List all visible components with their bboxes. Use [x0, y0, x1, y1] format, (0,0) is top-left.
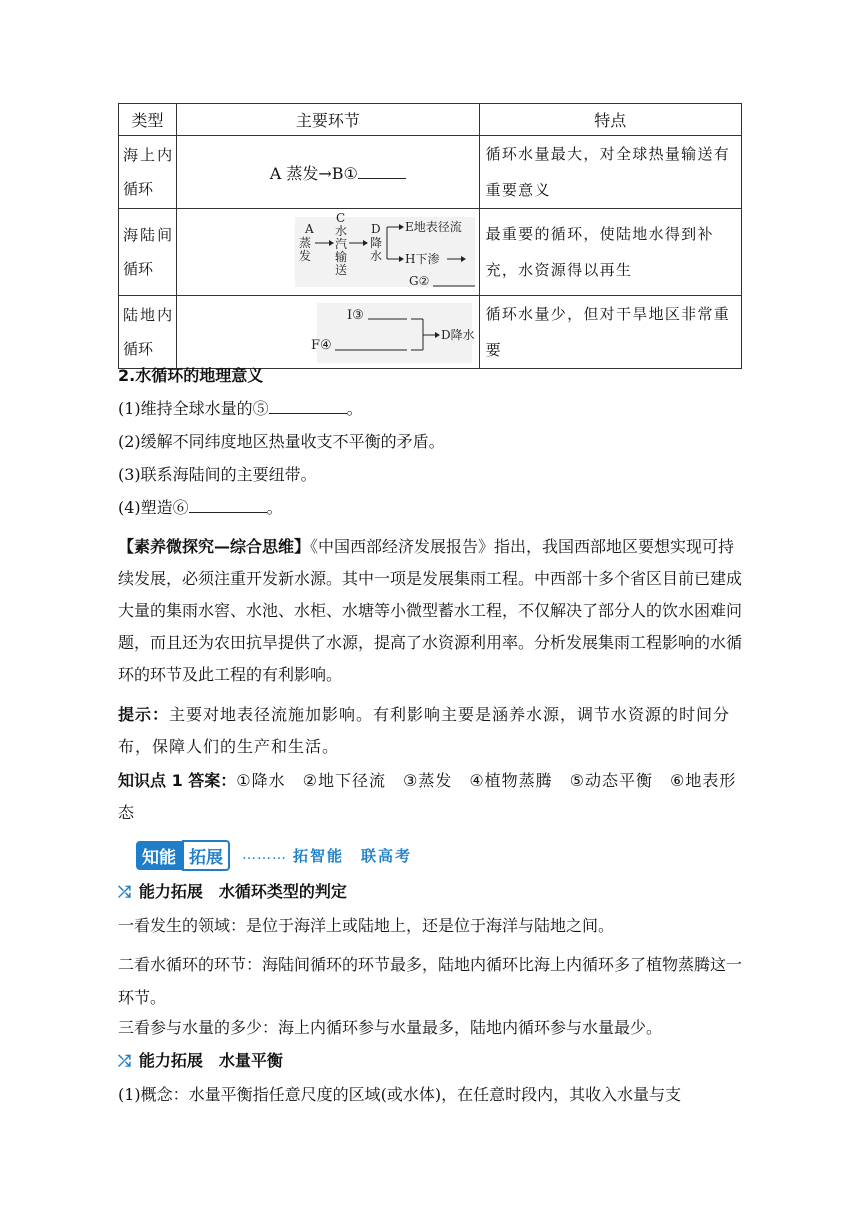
header-main-links: 主要环节 [177, 104, 479, 136]
section-banner [136, 842, 412, 868]
fill-blank [189, 497, 267, 513]
table-row [119, 209, 742, 296]
label-a: A [305, 222, 314, 236]
inquiry-text: 《中国西部经济发展报告》指出，我国西部地区要想实现可持续发展，必须注重开发新水源。其中一项是发展集雨工程。中西部十多个省区目前已建成大量的集雨水窖、水池、水柜、水塘等小微型蓄水工程，不仅解决了部分人的饮水困难问题，而且还为农田抗旱提供了水源，提高了水资源利用率。分析发展集雨工程影响的水循环的环节及此工程的有利影响。 [118, 537, 743, 684]
row-feature: 循环水量少，但对干旱地区非常重要 [479, 296, 741, 369]
header-type: 类型 [119, 104, 177, 136]
label-i: I③ [347, 308, 364, 323]
fill-blank [269, 398, 347, 414]
ext1-title-text: 能力拓展 水循环类型的判定 [138, 882, 347, 901]
label-c-text-1: 水 [335, 224, 348, 238]
label-d: D [371, 222, 381, 236]
ext2-title [118, 1050, 742, 1072]
label-d-text-1: 降 [370, 236, 383, 250]
item-text: (4)塑造⑥ [118, 498, 189, 517]
item-text: (1)维持全球水量的⑤ [118, 399, 269, 418]
item-end: 。 [266, 498, 283, 517]
label-f: F④ [311, 338, 332, 353]
hint-label: 提示： [118, 705, 170, 724]
diagram-text: A 蒸发→B① [269, 163, 358, 183]
diagram-svg [177, 297, 479, 367]
banner-slogan: 拓智能 联高考 [293, 846, 413, 865]
section-title: 2.水循环的地理意义 [118, 366, 264, 385]
row-feature: 最重要的循环，使陆地水得到补充，水资源得以再生 [479, 209, 741, 296]
row-type: 海陆间循环 [119, 209, 177, 296]
label-d: D降水 [441, 328, 475, 342]
ocean-cycle-diagram [177, 136, 479, 209]
answer-label: 知识点 1 答案： [118, 771, 237, 790]
label-a-text-1: 蒸 [299, 236, 312, 250]
table-header-row [119, 104, 742, 136]
diagram-svg [177, 209, 479, 295]
label-c-text-4: 送 [335, 263, 348, 277]
banner-part1: 知能 [136, 841, 182, 870]
list-item: (3)联系海陆间的主要纽带。 [118, 465, 317, 484]
list-item [118, 398, 742, 420]
ext2-line: (1)概念：水量平衡指任意尺度的区域(或水体)，在任意时段内，其收入水量与支 [118, 1085, 682, 1104]
ext2-title-text: 能力拓展 水量平衡 [138, 1051, 283, 1070]
hint-paragraph [118, 699, 742, 763]
list-item: (2)缓解不同纬度地区热量收支不平衡的矛盾。 [118, 432, 445, 451]
label-c-text-2: 汽 [335, 237, 348, 251]
list-item [118, 497, 742, 519]
label-g: G② [409, 274, 430, 288]
header-features: 特点 [479, 104, 741, 136]
answer-paragraph [118, 765, 742, 829]
label-a-text-2: 发 [299, 249, 312, 263]
table-row [119, 136, 742, 209]
item-end: 。 [346, 399, 363, 418]
banner-part2: 拓展 [182, 840, 230, 871]
ext1-line: 二看水循环的环节：海陆间循环的环节最多，陆地内循环比海上内循环多了植物蒸腾这一环节。 [118, 955, 743, 1007]
row-type: 陆地内循环 [119, 296, 177, 369]
banner-dots: ……… [242, 847, 287, 863]
label-h: H下渗 [405, 252, 440, 266]
ext1-line: 一看发生的领域：是位于海洋上或陆地上，还是位于海洋与陆地之间。 [118, 916, 615, 935]
row-feature: 循环水量最大，对全球热量输送有重要意义 [479, 136, 741, 209]
water-cycle-table [118, 103, 742, 369]
shuffle-icon: ⤮ [118, 1051, 131, 1070]
answer-text: ①降水 ②地下径流 ③蒸发 ④植物蒸腾 ⑤动态平衡 ⑥地表形态 [118, 771, 737, 822]
shuffle-icon: ⤮ [118, 882, 131, 901]
sea-land-cycle-diagram [177, 209, 479, 296]
label-c-text-3: 输 [335, 250, 348, 264]
inquiry-paragraph [118, 531, 742, 691]
ext1-line: 三看参与水量的多少：海上内循环参与水量最多，陆地内循环参与水量最少。 [118, 1018, 663, 1037]
inquiry-label: 【素养微探究—综合思维】 [118, 537, 311, 556]
hint-text: 主要对地表径流施加影响。有利影响主要是涵养水源，调节水资源的时间分布，保障人们的生产和生活。 [118, 705, 731, 756]
ext1-title [118, 881, 742, 903]
fill-blank [358, 163, 406, 179]
label-e: E地表径流 [405, 220, 462, 234]
label-d-text-2: 水 [370, 249, 383, 263]
row-type: 海上内循环 [119, 136, 177, 209]
label-c: C [336, 211, 346, 225]
table-row [119, 296, 742, 369]
land-cycle-diagram [177, 296, 479, 369]
